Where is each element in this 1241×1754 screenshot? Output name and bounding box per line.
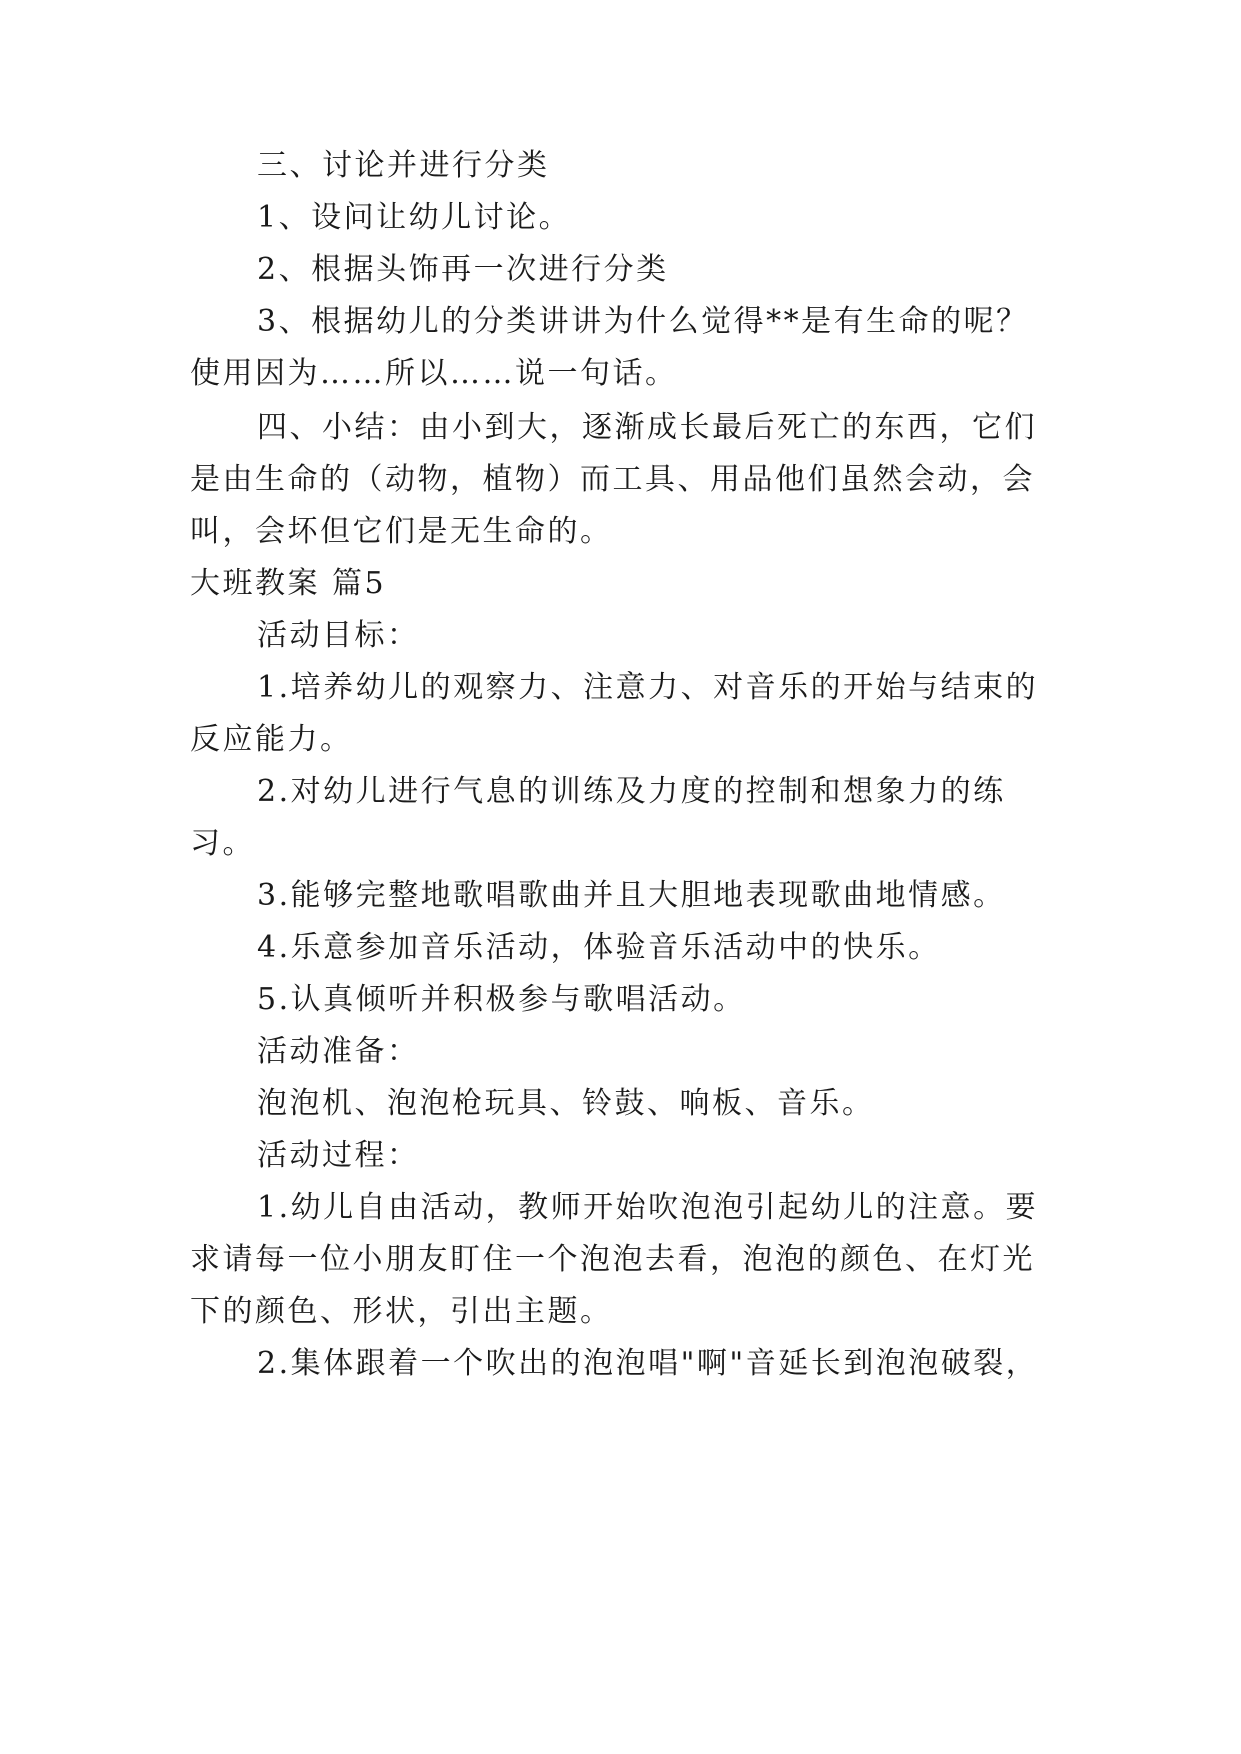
chapter-title: 大班教案 篇5 xyxy=(190,566,387,601)
paragraph-line: 2.对幼儿进行气息的训练及力度的控制和想象力的练 xyxy=(257,774,1006,809)
paragraph-line: 3.能够完整地歌唱歌曲并且大胆地表现歌曲地情感。 xyxy=(257,878,1006,913)
paragraph-line: 1.培养幼儿的观察力、注意力、对音乐的开始与结束的 xyxy=(257,670,1039,705)
paragraph-line: 反应能力。 xyxy=(190,722,353,757)
paragraph-line: 4.乐意参加音乐活动，体验音乐活动中的快乐。 xyxy=(257,930,941,965)
section-heading-goals: 活动目标： xyxy=(257,618,420,653)
paragraph-line: 使用因为……所以……说一句话。 xyxy=(190,356,678,391)
paragraph-line: 下的颜色、形状，引出主题。 xyxy=(190,1294,613,1329)
section-heading-summary: 四、小结：由小到大，逐渐成长最后死亡的东西，它们 xyxy=(257,410,1037,445)
paragraph-line: 5.认真倾听并积极参与歌唱活动。 xyxy=(257,982,746,1017)
paragraph-line: 是由生命的（动物，植物）而工具、用品他们虽然会动，会 xyxy=(190,462,1035,497)
paragraph-line: 1.幼儿自由活动，教师开始吹泡泡引起幼儿的注意。要 xyxy=(257,1190,1039,1225)
paragraph-line: 3、根据幼儿的分类讲讲为什么觉得**是有生命的呢？ xyxy=(257,304,1029,339)
section-heading-discussion: 三、讨论并进行分类 xyxy=(257,148,550,183)
paragraph-line: 2.集体跟着一个吹出的泡泡唱"啊"音延长到泡泡破裂， xyxy=(257,1346,1039,1381)
paragraph-line: 1、设问让幼儿讨论。 xyxy=(257,200,572,235)
paragraph-line: 叫，会坏但它们是无生命的。 xyxy=(190,514,613,549)
paragraph-line: 求请每一位小朋友盯住一个泡泡去看，泡泡的颜色、在灯光 xyxy=(190,1242,1035,1277)
section-heading-process: 活动过程： xyxy=(257,1138,420,1173)
section-heading-preparation: 活动准备： xyxy=(257,1034,420,1069)
paragraph-line: 2、根据头饰再一次进行分类 xyxy=(257,252,669,287)
paragraph-line: 泡泡机、泡泡枪玩具、铃鼓、响板、音乐。 xyxy=(257,1086,875,1121)
paragraph-line: 习。 xyxy=(190,826,255,861)
